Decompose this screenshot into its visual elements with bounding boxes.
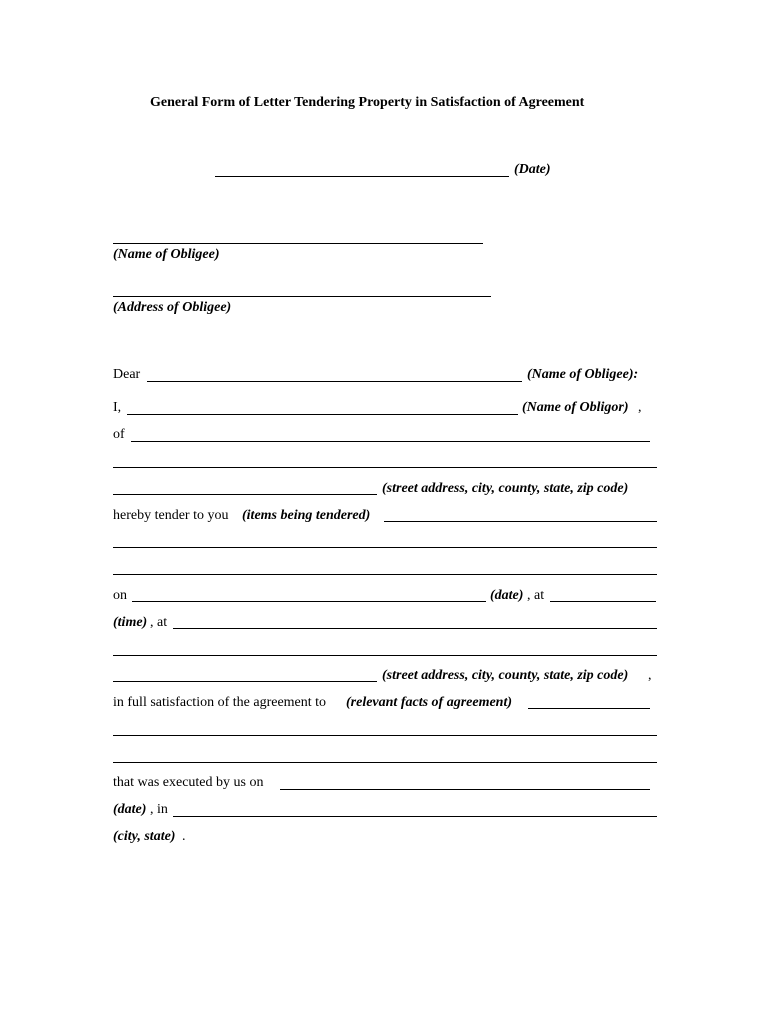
on-at-blank[interactable] bbox=[550, 601, 656, 602]
city-state-suffix: . bbox=[182, 829, 186, 844]
agreement-blank-2[interactable] bbox=[113, 762, 657, 763]
location-blank-full[interactable] bbox=[113, 655, 657, 656]
obligee-address-label: (Address of Obligee) bbox=[113, 300, 232, 315]
obligee-address-blank[interactable] bbox=[113, 296, 491, 297]
address-blank-short[interactable] bbox=[113, 494, 377, 495]
time-suffix: , at bbox=[150, 615, 168, 630]
satisfaction-label: (relevant facts of agreement) bbox=[346, 695, 513, 710]
of-prefix: of bbox=[113, 427, 125, 442]
items-blank-1[interactable] bbox=[113, 547, 657, 548]
location-blank-short[interactable] bbox=[113, 681, 377, 682]
city-state-label: (city, state) bbox=[113, 829, 176, 844]
satisfaction-prefix: in full satisfaction of the agreement to bbox=[113, 695, 327, 710]
on-date-blank[interactable] bbox=[132, 601, 486, 602]
tender-blank[interactable] bbox=[384, 521, 657, 522]
time-label: (time) bbox=[113, 615, 148, 630]
in-date-label: (date) bbox=[113, 802, 147, 817]
in-date-suffix: , in bbox=[150, 802, 168, 817]
executed-blank[interactable] bbox=[280, 789, 650, 790]
date-label: (Date) bbox=[514, 162, 551, 177]
salutation-label: (Name of Obligee): bbox=[527, 367, 639, 382]
street-address-label-2: (street address, city, county, state, zip code) bbox=[382, 668, 629, 683]
salutation-blank[interactable] bbox=[147, 381, 522, 382]
obligor-prefix: I, bbox=[113, 400, 122, 415]
on-prefix: on bbox=[113, 588, 127, 603]
tender-label: (items being tendered) bbox=[242, 508, 371, 523]
items-blank-2[interactable] bbox=[113, 574, 657, 575]
on-date-label: (date) bbox=[490, 588, 524, 603]
salutation-prefix: Dear bbox=[113, 367, 141, 382]
in-blank[interactable] bbox=[173, 816, 657, 817]
agreement-blank-1[interactable] bbox=[113, 735, 657, 736]
obligee-name-blank[interactable] bbox=[113, 243, 483, 244]
satisfaction-blank[interactable] bbox=[528, 708, 650, 709]
of-blank[interactable] bbox=[131, 441, 650, 442]
on-at-text: , at bbox=[527, 588, 545, 603]
obligee-name-label: (Name of Obligee) bbox=[113, 247, 220, 262]
obligor-label: (Name of Obligor) bbox=[522, 400, 629, 415]
street-address-label: (street address, city, county, state, zip code) bbox=[382, 481, 629, 496]
time-at-blank[interactable] bbox=[173, 628, 657, 629]
obligor-blank[interactable] bbox=[127, 414, 518, 415]
date-blank[interactable] bbox=[215, 176, 509, 177]
document-title: General Form of Letter Tendering Property in Satisfaction of Agreement bbox=[150, 95, 585, 110]
street-address-comma: , bbox=[648, 668, 652, 683]
obligor-suffix: , bbox=[638, 400, 642, 415]
tender-prefix: hereby tender to you bbox=[113, 508, 229, 523]
address-blank-full[interactable] bbox=[113, 467, 657, 468]
executed-prefix: that was executed by us on bbox=[113, 775, 264, 790]
